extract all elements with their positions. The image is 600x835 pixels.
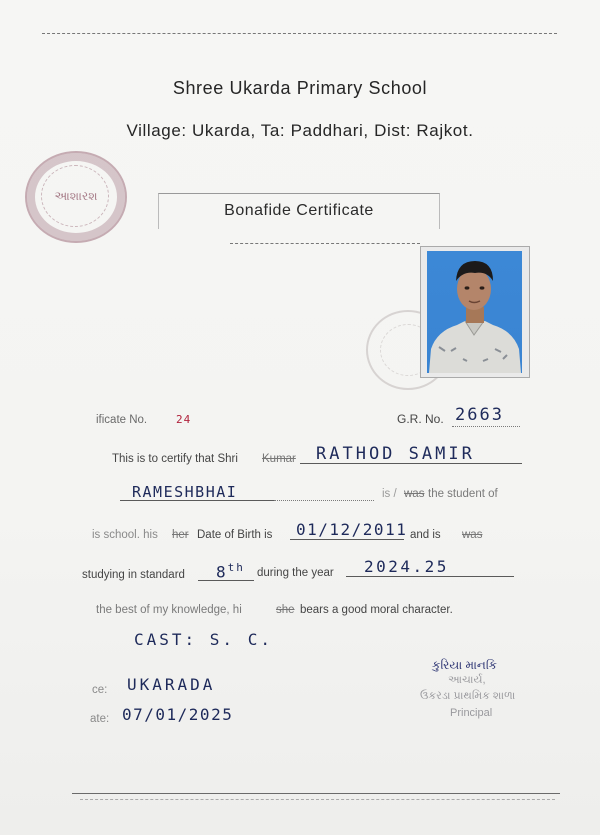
standard-underline	[198, 580, 254, 581]
date-label: ate:	[90, 713, 110, 725]
standard-number: 8	[216, 562, 228, 582]
stamp-line-1: આચાર્ય,	[448, 674, 486, 686]
gr-no-dots	[452, 426, 520, 427]
certificate-no: 24	[176, 413, 192, 426]
dob-underline	[290, 539, 404, 540]
caste: CAST: S. C.	[134, 630, 273, 649]
struck-kumari: Kumar	[262, 453, 296, 465]
stamp-line-2: ઉકરડા પ્રાથમિક શાળા	[420, 690, 516, 702]
standard	[216, 561, 245, 581]
certificate-title: Bonafide Certificate	[224, 202, 374, 219]
place: UKARADA	[127, 675, 216, 694]
principal-signature: કુરિયા માનકિ	[432, 658, 498, 672]
father-name: RAMESHBHAI	[132, 483, 238, 501]
and-is-label: and is	[410, 529, 441, 541]
she-struck: she	[276, 604, 295, 616]
certificate-no-label: ificate No.	[96, 414, 148, 426]
name-underline	[300, 463, 522, 464]
issue-date: 07/01/2025	[122, 705, 234, 724]
dob-label: Date of Birth is	[197, 529, 273, 541]
bottom-rule-2	[80, 799, 555, 800]
bottom-rule	[72, 793, 560, 794]
during-label: during the year	[257, 567, 334, 579]
certify-prefix: This is to certify that Shri	[112, 453, 238, 465]
moral-suffix: bears a good moral character.	[300, 604, 453, 616]
stamp-text: આશારશ	[54, 189, 98, 203]
academic-year: 2024.25	[364, 557, 449, 576]
student-of-label: the student of	[428, 488, 498, 500]
is-label: is /	[382, 488, 397, 500]
was-struck: was	[404, 488, 425, 500]
her-struck: her	[172, 529, 189, 541]
stamp-principal: Principal	[450, 707, 493, 719]
title-rule	[230, 243, 420, 244]
place-label: ce:	[92, 684, 108, 696]
standard-suffix: th	[227, 561, 245, 574]
date-of-birth: 01/12/2011	[296, 520, 408, 539]
gr-no-label: G.R. No.	[397, 412, 444, 426]
student-photo	[427, 251, 522, 373]
studying-label: studying in standard	[82, 569, 185, 581]
was-struck-2: was	[462, 529, 483, 541]
school-prefix: is school. his	[92, 529, 158, 541]
student-name: RATHOD SAMIR	[316, 444, 475, 464]
year-underline	[346, 576, 514, 577]
moral-prefix: the best of my knowledge, hi	[96, 604, 242, 616]
father-underline	[120, 500, 274, 501]
gr-no: 2663	[455, 405, 504, 425]
school-name: Shree Ukarda Primary School	[172, 78, 428, 98]
father-dots	[274, 500, 374, 501]
school-stamp	[25, 151, 127, 243]
school-address: Village: Ukarda, Ta: Paddhari, Dist: Rajkot.	[126, 121, 474, 140]
top-rule	[42, 33, 557, 34]
student-portrait	[427, 251, 522, 373]
